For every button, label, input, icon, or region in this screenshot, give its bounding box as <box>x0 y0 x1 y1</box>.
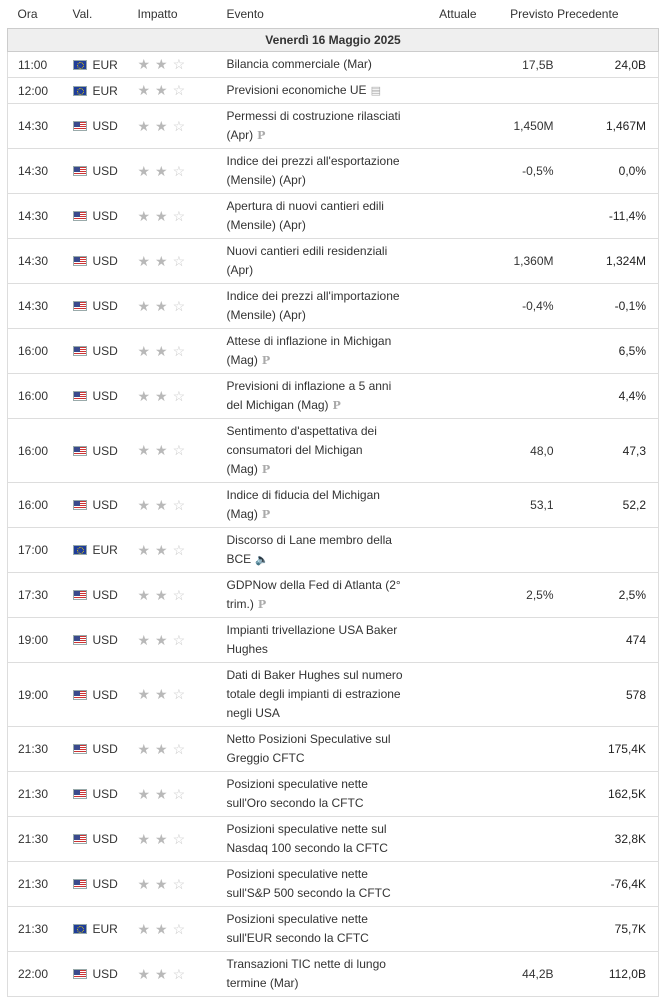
event-impact <box>138 817 227 862</box>
event-name-cell[interactable] <box>227 374 415 419</box>
event-row[interactable] <box>8 284 659 329</box>
preliminary-icon: P <box>261 354 271 367</box>
event-previous: -0,1% <box>554 284 659 329</box>
event-previous: 4,4% <box>554 374 659 419</box>
impact-stars-icon: ★★☆ <box>137 342 191 359</box>
impact-stars-icon: ★★☆ <box>137 297 191 314</box>
event-name[interactable]: Indice di fiducia del Michigan (Mag) <box>226 488 380 521</box>
event-time: 14:30 <box>8 194 73 239</box>
impact-stars-icon: ★★☆ <box>137 442 191 458</box>
event-actual <box>415 374 477 419</box>
event-name[interactable]: Impianti trivellazione USA Baker Hughes <box>226 623 398 656</box>
us-flag-icon <box>73 834 87 844</box>
event-forecast <box>477 817 554 862</box>
currency-code: USD <box>92 967 118 981</box>
event-name-cell[interactable] <box>227 419 415 483</box>
event-row[interactable] <box>8 817 659 862</box>
event-name[interactable]: Posizioni speculative nette sull'S&P 500 secondo la CFTC <box>226 867 391 900</box>
event-actual <box>415 149 477 194</box>
event-previous: 112,0B <box>554 952 659 997</box>
event-actual <box>415 239 477 284</box>
event-actual <box>415 907 477 952</box>
us-flag-icon <box>73 500 87 510</box>
event-name[interactable]: Previsioni economiche UE <box>226 83 367 97</box>
event-name-cell[interactable] <box>227 573 415 618</box>
us-flag-icon <box>73 121 87 131</box>
document-icon: ▤ <box>370 84 381 97</box>
event-forecast: 48,0 <box>477 419 554 483</box>
event-impact <box>138 907 227 952</box>
event-previous: 6,5% <box>554 329 659 374</box>
eu-flag-icon <box>73 60 87 70</box>
currency-code: EUR <box>92 922 118 936</box>
event-time: 19:00 <box>8 618 73 663</box>
event-impact <box>138 663 227 727</box>
event-name-cell[interactable] <box>227 907 415 952</box>
event-name[interactable]: Permessi di costruzione rilasciati (Apr) <box>226 109 401 142</box>
us-flag-icon <box>73 166 87 176</box>
event-impact <box>138 618 227 663</box>
event-time: 12:00 <box>8 78 73 104</box>
currency-code: USD <box>92 588 118 602</box>
currency-code: USD <box>92 254 118 268</box>
event-actual <box>415 104 477 149</box>
event-forecast <box>477 663 554 727</box>
event-currency <box>73 194 138 239</box>
event-currency <box>73 528 138 573</box>
event-impact <box>138 52 227 78</box>
event-name[interactable]: Apertura di nuovi cantieri edili (Mensile) (Apr) <box>226 199 384 232</box>
impact-stars-icon: ★★☆ <box>137 875 191 892</box>
header-forecast[interactable]: Previsto <box>510 7 554 21</box>
event-row[interactable] <box>8 419 659 483</box>
event-name[interactable]: Bilancia commerciale (Mar) <box>226 57 372 71</box>
event-time: 21:30 <box>8 772 73 817</box>
event-forecast <box>477 772 554 817</box>
event-row[interactable] <box>8 772 659 817</box>
event-name-cell[interactable] <box>227 952 415 997</box>
currency-code: USD <box>92 742 118 756</box>
event-currency <box>73 329 138 374</box>
event-time: 17:30 <box>8 573 73 618</box>
event-name-cell[interactable] <box>227 104 415 149</box>
event-forecast <box>477 78 554 104</box>
currency-code: USD <box>92 633 118 647</box>
event-name-cell[interactable] <box>227 618 415 663</box>
event-time: 21:30 <box>8 907 73 952</box>
event-forecast <box>477 374 554 419</box>
event-row[interactable] <box>8 104 659 149</box>
event-impact <box>138 483 227 528</box>
event-time: 14:30 <box>8 239 73 284</box>
event-previous: 47,3 <box>554 419 659 483</box>
event-previous: 578 <box>554 663 659 727</box>
impact-stars-icon: ★★☆ <box>137 387 191 404</box>
us-flag-icon <box>73 590 87 600</box>
currency-code: USD <box>92 498 118 512</box>
event-impact <box>138 419 227 483</box>
event-actual <box>415 483 477 528</box>
event-currency <box>73 952 138 997</box>
event-actual <box>415 194 477 239</box>
event-row[interactable] <box>8 862 659 907</box>
event-actual <box>415 284 477 329</box>
event-impact <box>138 772 227 817</box>
impact-stars-icon: ★★☆ <box>137 586 191 603</box>
event-impact <box>138 862 227 907</box>
event-impact <box>138 104 227 149</box>
event-currency <box>73 907 138 952</box>
event-currency <box>73 284 138 329</box>
event-actual <box>415 329 477 374</box>
event-row[interactable] <box>8 374 659 419</box>
us-flag-icon <box>73 346 87 356</box>
event-time: 16:00 <box>8 329 73 374</box>
event-previous: -76,4K <box>554 862 659 907</box>
event-name[interactable]: Dati di Baker Hughes sul numero totale degli impianti di estrazione negli USA <box>226 668 403 720</box>
impact-stars-icon: ★★☆ <box>137 631 191 648</box>
impact-stars-icon: ★★☆ <box>137 785 191 802</box>
event-name-cell[interactable] <box>227 329 415 374</box>
event-forecast <box>477 907 554 952</box>
header-impact[interactable]: Impatto <box>137 7 178 21</box>
event-actual <box>415 528 477 573</box>
event-name[interactable]: Discorso di Lane membro della BCE <box>226 533 392 566</box>
header-previous[interactable]: Precedente <box>557 7 619 21</box>
event-previous: 24,0B <box>554 52 659 78</box>
event-name[interactable]: Netto Posizioni Speculative sul Greggio CFTC <box>226 732 391 765</box>
event-row[interactable] <box>8 907 659 952</box>
impact-stars-icon: ★★☆ <box>137 686 191 702</box>
event-name-cell[interactable] <box>227 772 415 817</box>
header-time[interactable]: Ora <box>17 7 38 21</box>
impact-stars-icon: ★★☆ <box>137 830 191 847</box>
event-row[interactable] <box>8 528 659 573</box>
speaker-icon: 🔈 <box>255 553 269 566</box>
us-flag-icon <box>73 256 87 266</box>
event-impact <box>138 239 227 284</box>
event-name[interactable]: Nuovi cantieri edili residenziali (Apr) <box>226 244 388 277</box>
us-flag-icon <box>73 690 87 700</box>
event-previous: 32,8K <box>554 817 659 862</box>
impact-stars-icon: ★★☆ <box>137 117 191 134</box>
event-currency <box>73 817 138 862</box>
event-forecast <box>477 194 554 239</box>
event-time: 16:00 <box>8 483 73 528</box>
currency-code: USD <box>92 443 118 458</box>
event-actual <box>415 573 477 618</box>
preliminary-icon: P <box>261 508 271 521</box>
currency-code: USD <box>92 389 118 403</box>
us-flag-icon <box>73 211 87 221</box>
event-time: 14:30 <box>8 284 73 329</box>
impact-stars-icon: ★★☆ <box>137 920 191 937</box>
event-previous: 75,7K <box>554 907 659 952</box>
event-actual <box>415 663 477 727</box>
event-previous: 0,0% <box>554 149 659 194</box>
header-currency[interactable]: Val. <box>72 7 93 21</box>
event-row[interactable] <box>8 239 659 284</box>
event-currency <box>73 419 138 483</box>
impact-stars-icon: ★★☆ <box>137 541 191 558</box>
event-forecast <box>477 528 554 573</box>
event-name-cell[interactable] <box>227 483 415 528</box>
event-forecast: 44,2B <box>477 952 554 997</box>
us-flag-icon <box>73 744 87 754</box>
event-name[interactable]: Previsioni di inflazione a 5 anni del Michigan (Mag) <box>226 379 392 412</box>
currency-code: USD <box>92 344 118 358</box>
event-name-cell[interactable] <box>227 78 415 104</box>
event-previous <box>554 78 659 104</box>
us-flag-icon <box>73 391 87 401</box>
us-flag-icon <box>73 969 87 979</box>
event-time: 21:30 <box>8 862 73 907</box>
event-name-cell[interactable] <box>227 52 415 78</box>
event-previous <box>554 528 659 573</box>
date-label: Venerdì 16 Maggio 2025 <box>8 29 659 52</box>
event-time: 21:30 <box>8 817 73 862</box>
event-currency <box>73 663 138 727</box>
event-row[interactable] <box>8 573 659 618</box>
event-impact <box>138 284 227 329</box>
event-time: 16:00 <box>8 374 73 419</box>
event-previous: 1,467M <box>554 104 659 149</box>
impact-stars-icon: ★★☆ <box>137 740 191 757</box>
event-name[interactable]: Indice dei prezzi all'esportazione (Mensile) (Apr) <box>226 154 400 187</box>
currency-code: EUR <box>92 543 118 557</box>
event-impact <box>138 528 227 573</box>
event-forecast: 1,360M <box>477 239 554 284</box>
event-time: 16:00 <box>8 419 73 483</box>
currency-code: USD <box>92 877 118 891</box>
event-currency <box>73 772 138 817</box>
currency-code: EUR <box>92 83 118 98</box>
event-name[interactable]: Posizioni speculative nette sull'Oro secondo la CFTC <box>226 777 368 810</box>
event-impact <box>138 727 227 772</box>
event-forecast: 53,1 <box>477 483 554 528</box>
event-previous: 162,5K <box>554 772 659 817</box>
event-actual <box>415 419 477 483</box>
impact-stars-icon: ★★☆ <box>137 965 191 982</box>
header-event[interactable]: Evento <box>226 7 264 21</box>
event-actual <box>415 618 477 663</box>
event-time: 17:00 <box>8 528 73 573</box>
event-forecast: -0,4% <box>477 284 554 329</box>
event-forecast <box>477 862 554 907</box>
event-name[interactable]: Posizioni speculative nette sull'EUR secondo la CFTC <box>226 912 369 945</box>
header-actual[interactable]: Attuale <box>439 7 477 21</box>
impact-stars-icon: ★★☆ <box>137 56 191 72</box>
event-row[interactable] <box>8 618 659 663</box>
event-previous: 474 <box>554 618 659 663</box>
eu-flag-icon <box>73 86 87 96</box>
event-name[interactable]: Indice dei prezzi all'importazione (Mensile) (Apr) <box>226 289 400 322</box>
event-name-cell[interactable] <box>227 727 415 772</box>
event-impact <box>138 374 227 419</box>
event-impact <box>138 573 227 618</box>
event-forecast <box>477 618 554 663</box>
event-currency <box>73 374 138 419</box>
event-row[interactable] <box>8 727 659 772</box>
event-name-cell[interactable] <box>227 817 415 862</box>
event-time: 11:00 <box>8 52 73 78</box>
event-name-cell[interactable] <box>227 149 415 194</box>
event-time: 14:30 <box>8 104 73 149</box>
event-currency <box>73 104 138 149</box>
impact-stars-icon: ★★☆ <box>137 162 191 179</box>
event-actual <box>415 817 477 862</box>
event-name-cell[interactable] <box>227 528 415 573</box>
event-forecast <box>477 727 554 772</box>
event-currency <box>73 52 138 78</box>
event-actual <box>415 862 477 907</box>
currency-code: USD <box>92 787 118 801</box>
event-currency <box>73 573 138 618</box>
event-actual <box>415 78 477 104</box>
event-currency <box>73 149 138 194</box>
event-row[interactable] <box>8 663 659 727</box>
event-name[interactable]: Sentimento d'aspettativa dei consumatori del Michigan (Mag) <box>226 424 377 476</box>
event-previous: 175,4K <box>554 727 659 772</box>
impact-stars-icon: ★★☆ <box>137 252 191 269</box>
event-name-cell[interactable] <box>227 663 415 727</box>
event-currency <box>73 483 138 528</box>
event-forecast <box>477 329 554 374</box>
event-row[interactable] <box>8 52 659 78</box>
eu-flag-icon <box>73 924 87 934</box>
event-name-cell[interactable] <box>227 239 415 284</box>
header-row <box>8 0 659 29</box>
event-impact <box>138 194 227 239</box>
preliminary-icon: P <box>257 598 267 611</box>
event-currency <box>73 862 138 907</box>
event-name[interactable]: GDPNow della Fed di Atlanta (2° trim.) <box>226 578 401 611</box>
date-row <box>8 29 659 52</box>
event-actual <box>415 772 477 817</box>
event-previous: 2,5% <box>554 573 659 618</box>
currency-code: USD <box>92 164 118 178</box>
currency-code: USD <box>92 119 118 133</box>
event-currency <box>73 78 138 104</box>
currency-code: USD <box>92 687 118 702</box>
event-name-cell[interactable] <box>227 862 415 907</box>
currency-code: USD <box>92 299 118 313</box>
event-row[interactable] <box>8 78 659 104</box>
event-row[interactable] <box>8 952 659 997</box>
event-actual <box>415 727 477 772</box>
event-previous: -11,4% <box>554 194 659 239</box>
event-actual <box>415 52 477 78</box>
event-row[interactable] <box>8 329 659 374</box>
event-name[interactable]: Posizioni speculative nette sul Nasdaq 100 secondo la CFTC <box>226 822 388 855</box>
event-name[interactable]: Transazioni TIC nette di lungo termine (Mar) <box>226 957 386 990</box>
us-flag-icon <box>73 879 87 889</box>
event-forecast: 17,5B <box>477 52 554 78</box>
event-name[interactable]: Attese di inflazione in Michigan (Mag) <box>226 334 392 367</box>
currency-code: EUR <box>92 57 118 72</box>
event-name-cell[interactable] <box>227 284 415 329</box>
event-impact <box>138 952 227 997</box>
calendar-table <box>7 0 659 997</box>
impact-stars-icon: ★★☆ <box>137 207 191 224</box>
impact-stars-icon: ★★☆ <box>137 82 191 98</box>
event-time: 19:00 <box>8 663 73 727</box>
us-flag-icon <box>73 301 87 311</box>
preliminary-icon: P <box>257 129 266 142</box>
preliminary-icon: P <box>261 463 271 476</box>
event-currency <box>73 727 138 772</box>
event-currency <box>73 618 138 663</box>
event-forecast: 2,5% <box>477 573 554 618</box>
currency-code: USD <box>92 209 118 223</box>
event-impact <box>138 149 227 194</box>
event-row[interactable] <box>8 194 659 239</box>
us-flag-icon <box>73 446 87 456</box>
event-impact <box>138 78 227 104</box>
event-time: 21:30 <box>8 727 73 772</box>
event-currency <box>73 239 138 284</box>
event-actual <box>415 952 477 997</box>
event-row[interactable] <box>8 149 659 194</box>
event-time: 22:00 <box>8 952 73 997</box>
event-previous: 52,2 <box>554 483 659 528</box>
us-flag-icon <box>73 789 87 799</box>
preliminary-icon: P <box>332 399 341 412</box>
event-previous: 1,324M <box>554 239 659 284</box>
event-row[interactable] <box>8 483 659 528</box>
event-time: 14:30 <box>8 149 73 194</box>
event-forecast: -0,5% <box>477 149 554 194</box>
impact-stars-icon: ★★☆ <box>137 496 191 513</box>
currency-code: USD <box>92 832 118 846</box>
event-name-cell[interactable] <box>227 194 415 239</box>
us-flag-icon <box>73 635 87 645</box>
event-impact <box>138 329 227 374</box>
eu-flag-icon <box>73 545 87 555</box>
event-forecast: 1,450M <box>477 104 554 149</box>
